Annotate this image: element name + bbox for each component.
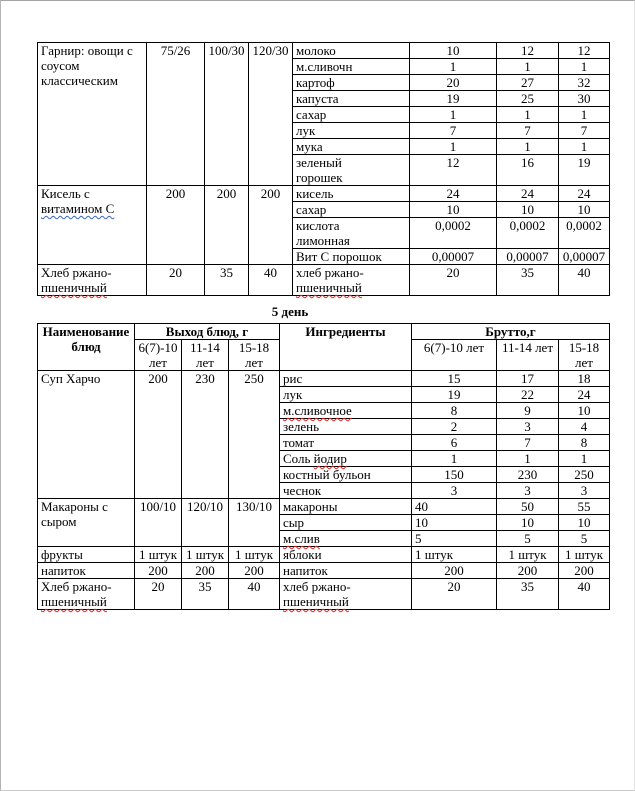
brutto-value-cell[interactable]: 1 — [497, 59, 559, 75]
table-row — [38, 186, 610, 202]
brutto-value-cell[interactable]: 10 — [497, 515, 559, 531]
portion-output-cell[interactable]: 1 штук — [229, 547, 280, 563]
portion-output-cell[interactable]: 35 — [182, 579, 229, 610]
header-brutto-age-3[interactable]: 15-18 лет — [559, 340, 610, 371]
spellcheck-word[interactable]: пшеничный — [41, 280, 107, 295]
table-row — [38, 499, 610, 515]
ingredient-name-cell[interactable]: рис — [280, 371, 412, 387]
portion-output-cell[interactable]: 200 — [135, 371, 182, 499]
brutto-value-cell[interactable]: 20 — [410, 265, 497, 296]
ingredient-name-cell[interactable]: сыр — [280, 515, 412, 531]
dish-name-cell[interactable]: Макароны с сыром — [38, 499, 135, 547]
portion-output-cell[interactable]: 40 — [249, 265, 293, 296]
brutto-value-cell[interactable]: 150 — [412, 467, 497, 483]
brutto-value-cell[interactable]: 0,00007 — [410, 249, 497, 265]
ingredient-name-cell[interactable]: хлеб ржано- пшеничный — [280, 579, 412, 610]
portion-output-cell[interactable]: 250 — [229, 371, 280, 499]
table-row — [38, 563, 610, 579]
brutto-value-cell[interactable]: 27 — [497, 75, 559, 91]
brutto-value-cell[interactable]: 16 — [497, 155, 559, 186]
ingredient-name-cell[interactable]: молоко — [293, 43, 410, 59]
brutto-value-cell[interactable]: 1 — [410, 139, 497, 155]
portion-output-cell[interactable]: 20 — [135, 579, 182, 610]
portion-output-cell[interactable]: 120/30 — [249, 43, 293, 186]
brutto-value-cell[interactable]: 7 — [410, 123, 497, 139]
portion-output-cell[interactable]: 200 — [205, 186, 249, 265]
dish-name-cell[interactable]: Гарнир: овощи с соусом классическим — [38, 43, 147, 186]
ingredient-name-cell[interactable]: Соль йодир — [280, 451, 412, 467]
brutto-value-cell[interactable]: 230 — [497, 467, 559, 483]
ingredient-name-cell[interactable]: кисель — [293, 186, 410, 202]
brutto-value-cell[interactable]: 1 — [559, 107, 610, 123]
brutto-value-cell[interactable]: 24 — [559, 186, 610, 202]
portion-output-cell[interactable]: 20 — [147, 265, 205, 296]
brutto-value-cell[interactable]: 200 — [497, 563, 559, 579]
portion-output-cell[interactable]: 1 штук — [135, 547, 182, 563]
ingredient-name-cell[interactable]: яблоки — [280, 547, 412, 563]
menu-table-day5 — [37, 323, 610, 610]
brutto-value-cell[interactable]: 5 — [559, 531, 610, 547]
ingredient-name-cell[interactable]: картоф — [293, 75, 410, 91]
portion-output-cell[interactable]: 200 — [147, 186, 205, 265]
brutto-value-cell[interactable]: 200 — [412, 563, 497, 579]
ingredient-name-cell[interactable]: костный бульон — [280, 467, 412, 483]
brutto-value-cell[interactable]: 0,0002 — [559, 218, 610, 249]
brutto-value-cell[interactable]: 7 — [497, 123, 559, 139]
table-row — [38, 371, 610, 387]
spellcheck-word[interactable]: пшеничный — [283, 594, 349, 609]
spellcheck-word[interactable]: йодир — [313, 451, 347, 466]
brutto-value-cell[interactable]: 24 — [559, 387, 610, 403]
brutto-value-cell[interactable]: 1 — [559, 139, 610, 155]
ingredient-name-cell[interactable]: Вит С порошок — [293, 249, 410, 265]
dish-name-cell[interactable]: Суп Харчо — [38, 371, 135, 499]
ingredient-name-cell[interactable]: лук — [293, 123, 410, 139]
spellcheck-word[interactable]: м.слив — [283, 531, 320, 546]
portion-output-cell[interactable]: 200 — [249, 186, 293, 265]
header-brutto-group[interactable]: Брутто,г — [412, 324, 610, 340]
header-brutto-age-2[interactable]: 11-14 лет — [497, 340, 559, 371]
portion-output-cell[interactable]: 100/10 — [135, 499, 182, 547]
ingredient-name-cell[interactable]: лук — [280, 387, 412, 403]
ingredient-name-cell[interactable]: напиток — [280, 563, 412, 579]
menu-table-continuation — [37, 42, 610, 296]
spellcheck-word[interactable]: м.сливочное — [283, 403, 352, 418]
brutto-value-cell[interactable]: 3 — [412, 483, 497, 499]
portion-output-cell[interactable]: 230 — [182, 371, 229, 499]
grammar-check-word[interactable]: витамином С — [41, 201, 115, 216]
brutto-value-cell[interactable]: 8 — [559, 435, 610, 451]
brutto-value-cell[interactable]: 30 — [559, 91, 610, 107]
brutto-value-cell[interactable]: 32 — [559, 75, 610, 91]
ingredient-name-cell[interactable]: кислота лимонная — [293, 218, 410, 249]
brutto-value-cell[interactable]: 1 штук — [412, 547, 497, 563]
brutto-value-cell[interactable]: 22 — [497, 387, 559, 403]
brutto-value-cell[interactable]: 19 — [412, 387, 497, 403]
brutto-value-cell[interactable]: 0,0002 — [410, 218, 497, 249]
dish-name-cell[interactable]: Хлеб ржано- пшеничный — [38, 265, 147, 296]
brutto-value-cell[interactable]: 10 — [410, 202, 497, 218]
brutto-value-cell[interactable]: 24 — [497, 186, 559, 202]
brutto-value-cell[interactable]: 5 — [497, 531, 559, 547]
dish-name-cell[interactable]: Кисель с витамином С — [38, 186, 147, 265]
brutto-value-cell[interactable]: 9 — [497, 403, 559, 419]
brutto-value-cell[interactable]: 5 — [412, 531, 497, 547]
ingredient-name-cell[interactable] — [280, 531, 412, 547]
portion-output-cell[interactable]: 200 — [229, 563, 280, 579]
brutto-value-cell[interactable]: 40 — [412, 499, 497, 515]
brutto-value-cell[interactable]: 7 — [559, 123, 610, 139]
brutto-value-cell[interactable]: 19 — [410, 91, 497, 107]
ingredient-name-cell[interactable]: зеленый горошек — [293, 155, 410, 186]
brutto-value-cell[interactable]: 2 — [412, 419, 497, 435]
table-row — [38, 579, 610, 610]
table-row — [38, 547, 610, 563]
brutto-value-cell[interactable]: 20 — [410, 75, 497, 91]
brutto-value-cell[interactable]: 10 — [410, 43, 497, 59]
day-5-heading[interactable]: 5 день — [271, 304, 309, 319]
portion-output-cell[interactable]: 120/10 — [182, 499, 229, 547]
brutto-value-cell[interactable]: 40 — [559, 579, 610, 610]
header-output-group[interactable]: Выход блюд, г — [135, 324, 280, 340]
brutto-value-cell[interactable]: 50 — [497, 499, 559, 515]
header-dish-name[interactable]: Наименование блюд — [38, 324, 135, 371]
brutto-value-cell[interactable]: 1 штук — [559, 547, 610, 563]
ingredient-name-cell[interactable]: м.сливочн — [293, 59, 410, 75]
portion-output-cell[interactable]: 130/10 — [229, 499, 280, 547]
brutto-value-cell[interactable]: 3 — [497, 483, 559, 499]
ingredient-name-cell[interactable]: хлеб ржано- пшеничный — [293, 265, 410, 296]
portion-output-cell[interactable]: 35 — [205, 265, 249, 296]
header-ingredients[interactable]: Ингредиенты — [280, 324, 412, 371]
header-age-3[interactable]: 15-18 лет — [229, 340, 280, 371]
brutto-value-cell[interactable]: 12 — [559, 43, 610, 59]
brutto-value-cell[interactable]: 12 — [410, 155, 497, 186]
brutto-value-cell[interactable]: 18 — [559, 371, 610, 387]
portion-output-cell[interactable]: 200 — [182, 563, 229, 579]
brutto-value-cell[interactable]: 19 — [559, 155, 610, 186]
brutto-value-cell[interactable]: 8 — [412, 403, 497, 419]
dish-name-cell[interactable]: фрукты — [38, 547, 135, 563]
brutto-value-cell[interactable]: 1 — [497, 451, 559, 467]
dish-name-cell[interactable]: Хлеб ржано- пшеничный — [38, 579, 135, 610]
ingredient-name-cell[interactable]: сахар — [293, 107, 410, 123]
brutto-value-cell[interactable]: 1 штук — [497, 547, 559, 563]
portion-output-cell[interactable]: 75/26 — [147, 43, 205, 186]
header-age-2[interactable]: 11-14 лет — [182, 340, 229, 371]
header-age-1[interactable]: 6(7)-10 лет — [135, 340, 182, 371]
brutto-value-cell[interactable]: 1 — [497, 139, 559, 155]
brutto-value-cell[interactable]: 1 — [559, 59, 610, 75]
table-row — [38, 265, 610, 296]
brutto-value-cell[interactable]: 0,0002 — [497, 218, 559, 249]
header-row-groups — [38, 324, 610, 340]
brutto-value-cell[interactable]: 24 — [410, 186, 497, 202]
brutto-value-cell[interactable]: 40 — [559, 265, 610, 296]
ingredient-name-cell[interactable]: зелень — [280, 419, 412, 435]
brutto-value-cell[interactable]: 25 — [497, 91, 559, 107]
portion-output-cell[interactable]: 1 штук — [182, 547, 229, 563]
portion-output-cell[interactable]: 200 — [135, 563, 182, 579]
portion-output-cell[interactable]: 40 — [229, 579, 280, 610]
ingredient-name-cell[interactable]: сахар — [293, 202, 410, 218]
brutto-value-cell[interactable]: 6 — [412, 435, 497, 451]
header-brutto-age-1[interactable]: 6(7)-10 лет — [412, 340, 497, 371]
brutto-value-cell[interactable]: 10 — [497, 202, 559, 218]
ingredient-name-cell[interactable]: томат — [280, 435, 412, 451]
ingredient-name-cell[interactable]: чеснок — [280, 483, 412, 499]
brutto-value-cell[interactable]: 3 — [559, 483, 610, 499]
brutto-value-cell[interactable]: 1 — [497, 107, 559, 123]
brutto-value-cell[interactable]: 17 — [497, 371, 559, 387]
brutto-value-cell[interactable]: 1 — [410, 107, 497, 123]
brutto-value-cell[interactable]: 20 — [412, 579, 497, 610]
spellcheck-word[interactable]: пшеничный — [41, 594, 107, 609]
brutto-value-cell[interactable]: 0,00007 — [497, 249, 559, 265]
brutto-value-cell[interactable]: 55 — [559, 499, 610, 515]
brutto-value-cell[interactable]: 35 — [497, 579, 559, 610]
brutto-value-cell[interactable]: 1 — [559, 451, 610, 467]
brutto-value-cell[interactable]: 250 — [559, 467, 610, 483]
ingredient-name-cell[interactable]: макароны — [280, 499, 412, 515]
brutto-value-cell[interactable]: 35 — [497, 265, 559, 296]
dish-name-cell[interactable]: напиток — [38, 563, 135, 579]
brutto-value-cell[interactable]: 12 — [497, 43, 559, 59]
brutto-value-cell[interactable]: 200 — [559, 563, 610, 579]
brutto-value-cell[interactable]: 7 — [497, 435, 559, 451]
brutto-value-cell[interactable]: 3 — [497, 419, 559, 435]
brutto-value-cell[interactable]: 10 — [559, 515, 610, 531]
portion-output-cell[interactable]: 100/30 — [205, 43, 249, 186]
brutto-value-cell[interactable]: 1 — [412, 451, 497, 467]
brutto-value-cell[interactable]: 15 — [412, 371, 497, 387]
brutto-value-cell[interactable]: 10 — [559, 403, 610, 419]
brutto-value-cell[interactable]: 0,00007 — [559, 249, 610, 265]
ingredient-name-cell[interactable] — [280, 403, 412, 419]
table-row — [38, 43, 610, 59]
spellcheck-word[interactable]: пшеничный — [296, 280, 362, 295]
brutto-value-cell[interactable]: 10 — [559, 202, 610, 218]
brutto-value-cell[interactable]: 1 — [410, 59, 497, 75]
ingredient-name-cell[interactable]: мука — [293, 139, 410, 155]
ingredient-name-cell[interactable]: капуста — [293, 91, 410, 107]
brutto-value-cell[interactable]: 4 — [559, 419, 610, 435]
brutto-value-cell[interactable]: 10 — [412, 515, 497, 531]
